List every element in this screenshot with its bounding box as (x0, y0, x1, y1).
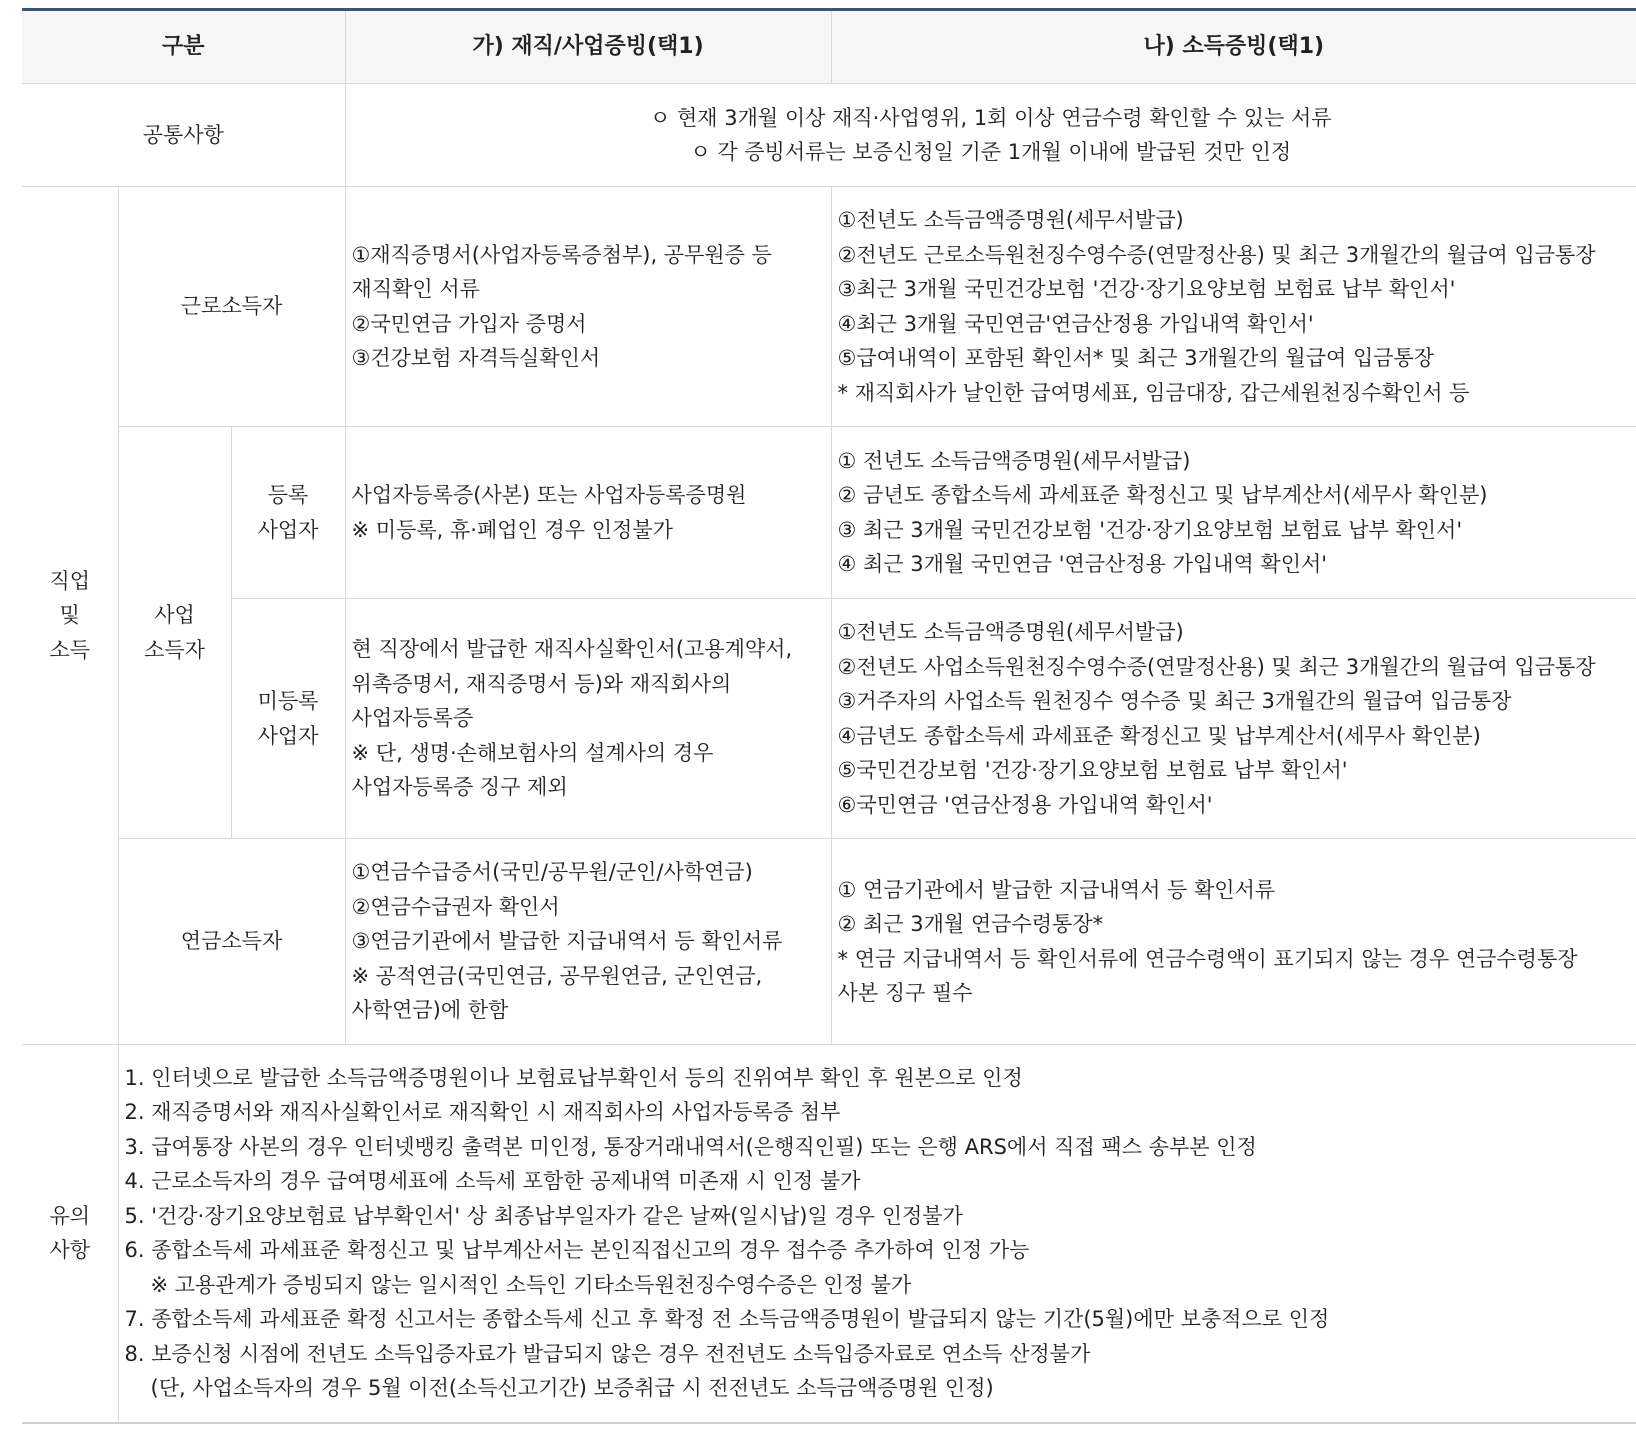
note-item: 3. 급여통장 사본의 경우 인터넷뱅킹 출력본 미인정, 통장거래내역서(은행직인필) 또는 은행 ARS에서 직접 팩스 송부본 인정 (124, 1134, 1257, 1159)
unregistered-label-line: 사업자 (257, 723, 319, 748)
doc-line: 재직확인 서류 (351, 277, 480, 301)
note-item: 2. 재직증명서와 재직사실확인서로 재직확인 시 재직회사의 사업자등록증 첨부 (124, 1100, 841, 1125)
registered-business-label (231, 427, 345, 599)
worker-income-docs (831, 187, 1636, 427)
job-income-label-line: 소득 (49, 637, 91, 662)
doc-line: 사본 징구 필수 (837, 981, 973, 1005)
notes-row (22, 1045, 1636, 1423)
common-content (345, 84, 1636, 187)
unregistered-employment-docs (345, 599, 831, 839)
doc-line: * 재직회사가 날인한 급여명세표, 임금대장, 갑근세원천징수확인서 등 (837, 380, 1470, 405)
pension-income-docs (831, 839, 1636, 1045)
note-item: 7. 종합소득세 과세표준 확정 신고서는 종합소득세 신고 후 확정 전 소득금액증명원이 발급되지 않는 기간(5월)에만 보충적으로 인정 (124, 1307, 1330, 1332)
header-employment-proof: 가) 재직/사업증빙(택1) (345, 10, 831, 84)
job-income-label-line: 및 (59, 603, 80, 628)
doc-line: ②전년도 근로소득원천징수영수증(연말정산용) 및 최근 3개월간의 월급여 입금통장 (837, 242, 1596, 267)
common-line: ㅇ 각 증빙서류는 보증신청일 기준 1개월 이내에 발급된 것만 인정 (690, 140, 1292, 164)
job-income-label-line: 직업 (49, 568, 91, 593)
unregistered-business-label (231, 599, 345, 839)
note-item: 4. 근로소득자의 경우 급여명세표에 소득세 포함한 공제내역 미존재 시 인정 불가 (124, 1169, 861, 1194)
doc-line: ③ 최근 3개월 국민건강보험 '건강·장기요양보험 보험료 납부 확인서' (837, 517, 1463, 542)
note-item: 6. 종합소득세 과세표준 확정신고 및 납부계산서는 본인직접신고의 경우 접수증 추가하여 인정 가능 (124, 1238, 1030, 1263)
doc-line: ※ 미등록, 휴·폐업인 경우 인정불가 (351, 517, 673, 542)
doc-line: 사업자등록증(사본) 또는 사업자등록증명원 (351, 483, 747, 507)
doc-line: ③거주자의 사업소득 원천징수 영수증 및 최근 3개월간의 월급여 입금통장 (837, 689, 1512, 713)
doc-line: ※ 단, 생명·손해보험사의 설계사의 경우 (351, 740, 714, 765)
notes-label (22, 1045, 118, 1423)
doc-line: ②국민연금 가입자 증명서 (351, 311, 587, 336)
worker-employment-docs (345, 187, 831, 427)
doc-line: ② 최근 3개월 연금수령통장* (837, 912, 1104, 936)
doc-line: ③건강보험 자격득실확인서 (351, 346, 601, 370)
notes-label-line: 유의 (49, 1203, 91, 1228)
business-label (118, 427, 231, 839)
note-item-sub: (단, 사업소득자의 경우 5월 이전(소득신고기간) 보증취급 시 전전년도 소득금액증명원 인정) (150, 1376, 994, 1401)
doc-line: ②전년도 사업소득원천징수영수증(연말정산용) 및 최근 3개월간의 월급여 입금통장 (837, 654, 1596, 679)
note-item: 8. 보증신청 시점에 전년도 소득입증자료가 발급되지 않은 경우 전전년도 소득입증자료로 연소득 산정불가 (124, 1341, 1091, 1366)
unregistered-business-row (22, 599, 1636, 839)
header-income-proof: 나) 소득증빙(택1) (831, 10, 1636, 84)
registered-label-line: 사업자 (257, 517, 319, 542)
requirements-table-wrapper (22, 8, 1636, 1424)
pension-row (22, 839, 1636, 1045)
note-item: 5. '건강·장기요양보험료 납부확인서' 상 최종납부일자가 같은 날짜(일시납)일 경우 인정불가 (124, 1203, 963, 1228)
doc-line: ④ 최근 3개월 국민연금 '연금산정용 가입내역 확인서' (837, 552, 1328, 576)
common-label: 공통사항 (22, 84, 345, 187)
notes-label-line: 사항 (49, 1238, 91, 1263)
worker-row (22, 187, 1636, 427)
doc-line: ⑥국민연금 '연금산정용 가입내역 확인서' (837, 792, 1213, 817)
doc-line: ②연금수급권자 확인서 (351, 894, 560, 919)
doc-line: ③최근 3개월 국민건강보험 '건강·장기요양보험 보험료 납부 확인서' (837, 277, 1456, 301)
header-category: 구분 (22, 10, 345, 84)
registered-income-docs (831, 427, 1636, 599)
notes-content (118, 1045, 1636, 1423)
header-row (22, 10, 1636, 84)
doc-line: ④최근 3개월 국민연금'연금산정용 가입내역 확인서' (837, 311, 1314, 336)
note-item: 1. 인터넷으로 발급한 소득금액증명원이나 보험료납부확인서 등의 진위여부 확인 후 원본으로 인정 (124, 1065, 1023, 1090)
common-line: ㅇ 현재 3개월 이상 재직·사업영위, 1회 이상 연금수령 확인할 수 있는 서류 (650, 105, 1332, 130)
job-income-label (22, 187, 118, 1045)
doc-line: ①연금수급증서(국민/공무원/군인/사학연금) (351, 860, 753, 885)
note-item-sub: ※ 고용관계가 증빙되지 않는 일시적인 소득인 기타소득원천징수영수증은 인정 불가 (150, 1272, 912, 1297)
doc-line: ① 연금기관에서 발급한 지급내역서 등 확인서류 (837, 877, 1276, 902)
common-row (22, 84, 1636, 187)
requirements-table (22, 8, 1636, 1424)
doc-line: 위촉증명서, 재직증명서 등)와 재직회사의 (351, 671, 732, 696)
doc-line: 사업자등록증 (351, 706, 474, 731)
doc-line: ③연금기관에서 발급한 지급내역서 등 확인서류 (351, 929, 783, 954)
pension-label: 연금소득자 (118, 839, 345, 1045)
doc-line: ⑤국민건강보험 '건강·장기요양보험 보험료 납부 확인서' (837, 758, 1348, 782)
doc-line: ① 전년도 소득금액증명원(세무서발급) (837, 448, 1191, 473)
pension-employment-docs (345, 839, 831, 1045)
doc-line: ①전년도 소득금액증명원(세무서발급) (837, 620, 1184, 644)
unregistered-label-line: 미등록 (257, 689, 319, 713)
doc-line: ①전년도 소득금액증명원(세무서발급) (837, 208, 1184, 232)
doc-line: ⑤급여내역이 포함된 확인서* 및 최근 3개월간의 월급여 입금통장 (837, 346, 1435, 370)
doc-line: ④금년도 종합소득세 과세표준 확정신고 및 납부계산서(세무사 확인분) (837, 723, 1481, 748)
worker-label: 근로소득자 (118, 187, 345, 427)
registered-business-row (22, 427, 1636, 599)
doc-line: 사학연금)에 한함 (351, 998, 509, 1023)
doc-line: * 연금 지급내역서 등 확인서류에 연금수령액이 표기되지 않는 경우 연금수령통장 (837, 946, 1578, 971)
doc-line: ② 금년도 종합소득세 과세표준 확정신고 및 납부계산서(세무사 확인분) (837, 483, 1488, 507)
business-label-line: 사업 (154, 603, 195, 627)
doc-line: 현 직장에서 발급한 재직사실확인서(고용계약서, (351, 637, 793, 662)
registered-employment-docs (345, 427, 831, 599)
unregistered-income-docs (831, 599, 1636, 839)
business-label-line: 소득자 (144, 637, 205, 662)
doc-line: ※ 공적연금(국민연금, 공무원연금, 군인연금, (351, 963, 763, 988)
doc-line: ①재직증명서(사업자등록증첨부), 공무원증 등 (351, 242, 772, 267)
registered-label-line: 등록 (267, 483, 309, 507)
doc-line: 사업자등록증 징구 제외 (351, 775, 568, 800)
